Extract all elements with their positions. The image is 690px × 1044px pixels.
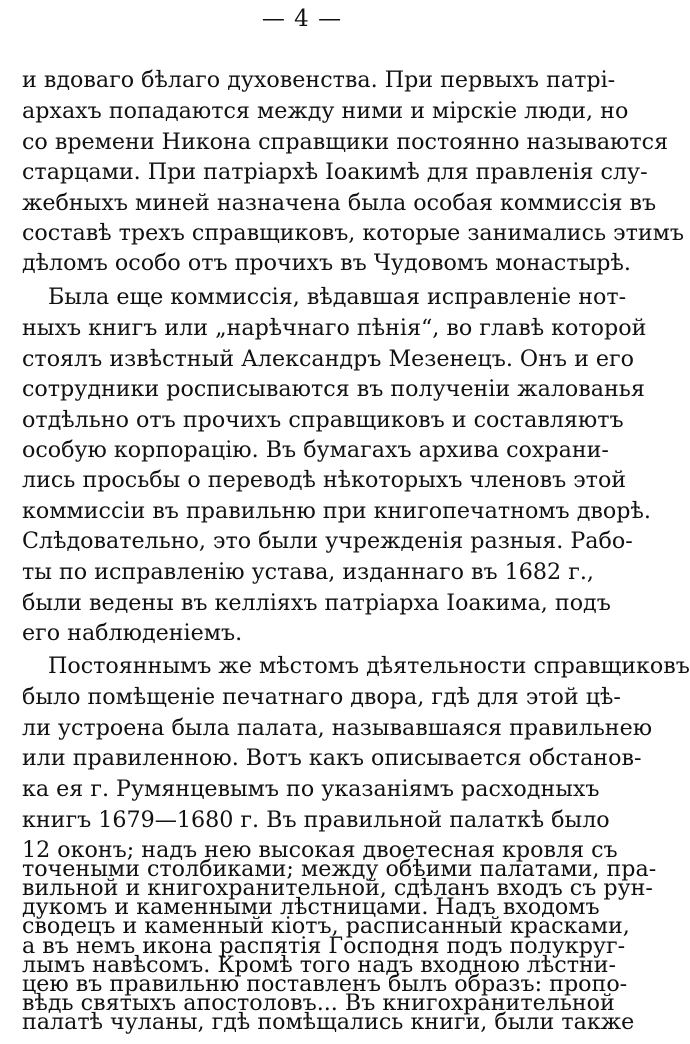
text-line: вильной и книгохранительной, сдѣланъ входъ съ рун-	[22, 875, 653, 902]
text-line: ка ея г. Румянцевымъ по указаніямъ расходныхъ	[22, 776, 600, 802]
text-line: были ведены въ келліяхъ патріарха Іоакима, подъ	[22, 590, 611, 616]
text-line: цею въ правильню поставленъ былъ образъ: пропо-	[22, 970, 628, 997]
text-line: коммиссіи въ правильню при книгопечатномъ дворѣ.	[22, 498, 651, 524]
text-line: дѣломъ особо отъ прочихъ въ Чудовомъ монастырѣ.	[22, 250, 631, 276]
text-line: старцами. При патріархѣ Іоакимѣ для правленія слу-	[22, 159, 648, 185]
text-line: было помѣщеніе печатнаго двора, гдѣ для этой цѣ-	[22, 684, 621, 710]
text-line: вѣдь святыхъ апостоловъ... Въ книгохранительной	[22, 989, 615, 1016]
text-line: архахъ попадаются между ними и мірскіе люди, но	[22, 98, 629, 124]
text-line: отдѣльно отъ прочихъ справщиковъ и составляютъ	[22, 407, 624, 433]
text-line: сотрудники росписываются въ полученіи жалованья	[22, 376, 645, 402]
text-line: и вдоваго бѣлаго духовенства. При первыхъ патрі-	[22, 67, 616, 93]
text-line: точеными столбиками; между обѣими палатами, пра-	[22, 856, 657, 883]
page-number: — 4 —	[261, 6, 343, 32]
text-line: особую корпорацію. Въ бумагахъ архива сохрани-	[22, 437, 609, 463]
text-line: жебныхъ миней назначена была особая коммиссія въ	[22, 190, 657, 216]
text-line: палатѣ чуланы, гдѣ помѣщались книги, были также	[22, 1009, 635, 1035]
text-line: ныхъ книгъ или „нарѣчнаго пѣнія“, во главѣ которой	[22, 315, 647, 341]
text-line: книгъ 1679—1680 г. Въ правильной палаткѣ было	[22, 807, 610, 833]
text-line: Слѣдовательно, это были учрежденія разныя. Рабо-	[22, 528, 633, 554]
text-line: Постояннымъ же мѣстомъ дѣятельности справщиковъ	[48, 653, 690, 679]
text-line: лись просьбы о переводѣ нѣкоторыхъ членовъ этой	[22, 467, 627, 493]
text-line: сводецъ и каменный кіотъ, расписанный красками,	[22, 913, 630, 940]
text-line: ты по исправленію устава, изданнаго въ 1682 г.,	[22, 559, 594, 585]
text-line: а въ немъ икона распятія Господня подъ полукруг-	[22, 932, 626, 959]
text-line: 12 оконъ; надъ нею высокая двоетесная кровля съ	[22, 837, 618, 863]
text-line: лымъ навѣсомъ. Кромѣ того надъ входною лѣстни-	[22, 951, 617, 978]
text-line: дукомъ и каменными лѣстницами. Надъ входомъ	[22, 894, 600, 921]
text-line: со времени Никона справщики постоянно называются	[22, 129, 669, 155]
text-line: ли устроена была палата, называвшаяся правильнею	[22, 715, 653, 741]
text-line: составѣ трехъ справщиковъ, которые занимались этимъ	[22, 220, 685, 246]
text-line: его наблюденіемъ.	[22, 620, 243, 646]
text-line: Была еще коммиссія, вѣдавшая исправленіе нот-	[48, 284, 627, 310]
text-line: стоялъ извѣстный Александръ Мезенецъ. Онъ и его	[22, 346, 635, 372]
text-line: или правиленною. Вотъ какъ описывается обстанов-	[22, 745, 642, 771]
